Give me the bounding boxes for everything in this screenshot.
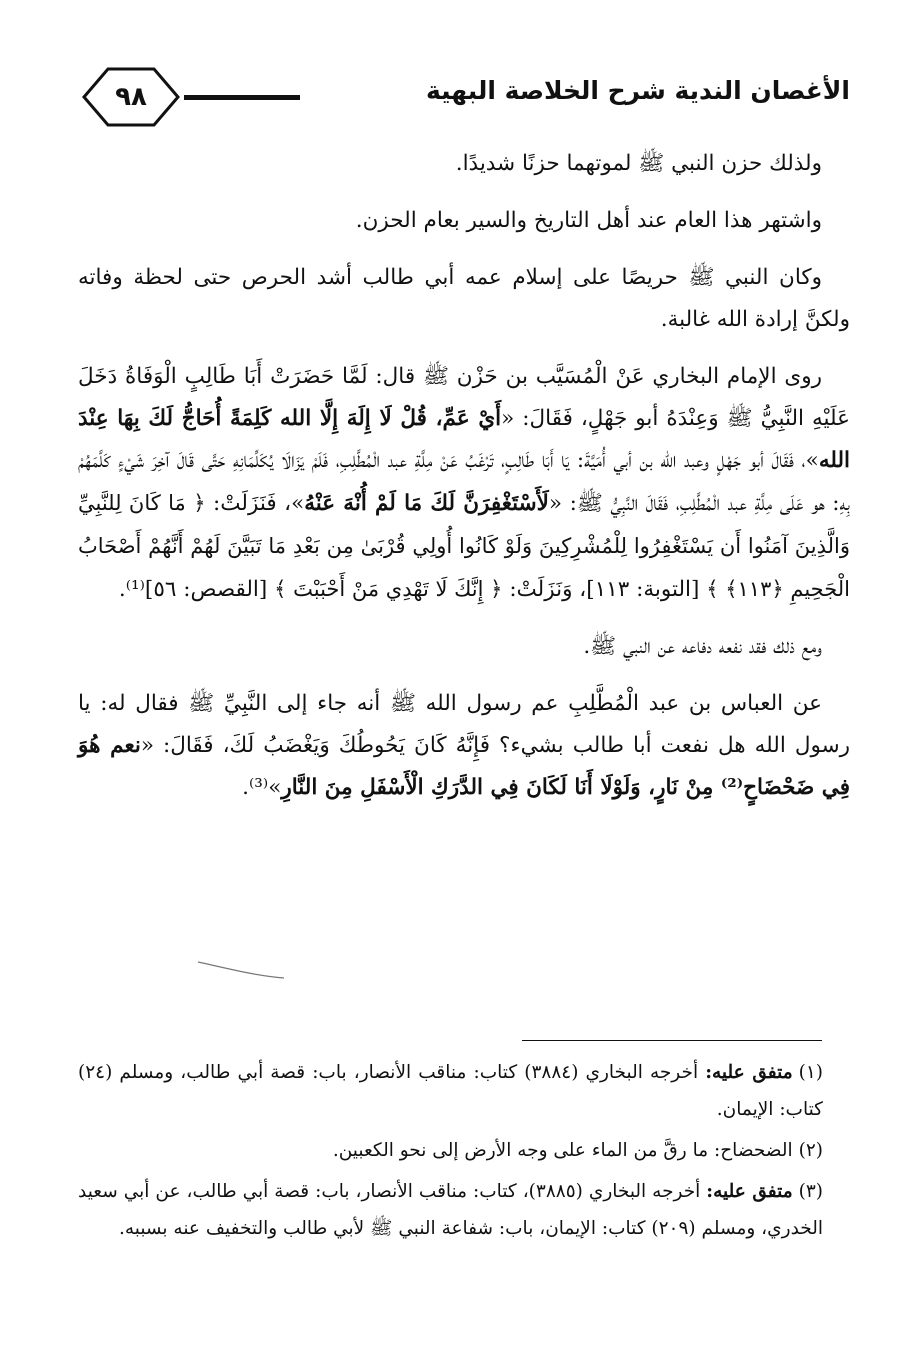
narration-text: »⁽³⁾. [242,775,282,800]
narration-text: عن العباس بن عبد الْمُطَّلِبِ عم رسول الله ﷺ أنه جاء إلى النَّبِيِّ ﷺ فقال له: يا رسول الله هل نفعت أبا طالب بشيء؟ فَإِنَّهُ كَانَ يَحُوطُكَ وَيَغْضَبُ لَكَ، فَقَالَ: « [78,691,850,758]
verse-reference: [القصص: ٥٦]⁽¹⁾. [118,577,275,602]
footnote-2 [78,1132,823,1169]
header-rule [184,95,300,100]
footnote-lead: متفق عليه: [706,1181,793,1202]
page-number: ٩٨ [115,82,147,112]
main-text [78,143,850,824]
prophet-quote: أَيْ عَمِّ، قُلْ لَا إِلَهَ إِلَّا الله كَلِمَةً أُحَاجُّ لَكَ بِهَا عِنْدَ الله [78,406,850,473]
footnote-1 [78,1054,823,1128]
prophet-quote: لَأَسْتَغْفِرَنَّ لَكَ مَا لَمْ أُنْهَ عَنْهُ [304,491,549,516]
footnote-3 [78,1173,823,1247]
quran-verse: ﴿ إِنَّكَ لَا تَهْدِي مَنْ أَحْبَبْتَ ﴾ [274,577,503,601]
narration-text: »، فَنَزَلَتْ: [205,491,305,516]
paragraph-3: وكان النبي ﷺ حريصًا على إسلام عمه أبي طالب أشد الحرص حتى لحظة وفاته ولكنَّ إرادة الله غالبة. [78,265,850,332]
page-header [80,66,850,128]
narration-text: روى الإمام البخاري عَنْ الْمُسَيَّب بن حَزْن ﷺ قال: لَمَّا حَضَرَتْ أَبَا طَالِبٍ الْوَفَاةُ دَخَلَ عَلَيْهِ النَّبِيُّ ﷺ وَعِنْدَهُ أبو جَهْلٍ، فَقَالَ: « [78,364,850,431]
verse-reference: [التوبة: ١١٣]، وَنَزَلَتْ: [502,577,707,602]
footnote-number: (٢) [798,1140,823,1161]
paragraph-2: واشتهر هذا العام عند أهل التاريخ والسير بعام الحزن. [355,208,822,233]
footnote-number: (٣) [798,1181,823,1202]
footnote-lead: متفق عليه: [705,1062,793,1083]
footnote-separator [522,1040,822,1041]
prophet-quote: نعم هُوَ فِي ضَحْضَاحٍ⁽²⁾ مِنْ نَارٍ، وَلَوْلَا أَنَا لَكَانَ فِي الدَّرَكِ الْأَسْفَلِ مِنَ النَّارِ [78,733,850,800]
paragraph-1: ولذلك حزن النبي ﷺ لموتهما حزنًا شديدًا. [455,151,822,176]
footnote-text: الضحضاح: ما رقَّ من الماء على وجه الأرض إلى نحو الكعبين. [332,1140,793,1161]
paragraph-5: ومع ذلك فقد نفعه دفاعه عن النبي ﷺ. [583,634,822,659]
footnote-text: أخرجه البخاري (٣٨٨٤) كتاب: مناقب الأنصار، باب: قصة أبي طالب، ومسلم (٢٤) كتاب: الإيمان. [78,1062,823,1120]
stray-pen-mark [196,958,286,980]
paragraph-hadith-bukhari [78,356,850,611]
narration-text: »، فَقَالَ أبو جَهْلٍ وعبد الله بن أبي أُمَيَّةَ: يَا أَبَا طَالِبٍ، تَرْغَبُ عَنْ مِلَّةِ عبد الْمُطَّلِبِ، فَلَمْ يَزَالَا يُكَلِّمَانِهِ حَتَّى قَالَ آخِرَ شَيْءٍ كَلَّمَهُمْ بِهِ: هو عَلَى مِلَّةِ عبد الْمُطَّلِبِ، فَقَالَ النَّبِيُّ ﷺ: « [78,448,850,516]
quran-verse: ﴿ مَا كَانَ لِلنَّبِيِّ وَالَّذِينَ آمَنُوا أَن يَسْتَغْفِرُوا لِلْمُشْرِكِينَ وَلَوْ كَانُوا أُولِي قُرْبَىٰ مِن بَعْدِ مَا تَبَيَّنَ لَهُمْ أَنَّهُمْ أَصْحَابُ الْجَحِيمِ ﴿١١٣﴾ ﴾ [78,491,850,601]
footnote-text: أخرجه البخاري (٣٨٨٥)، كتاب: مناقب الأنصار، باب: قصة أبي طالب، عن أبي سعيد الخدري، ومسلم (٢٠٩) كتاب: الإيمان، باب: شفاعة النبي ﷺ لأبي طالب والتخفيف عنه بسببه. [78,1181,823,1239]
footnotes [78,1054,823,1251]
running-title: الأغصان الندية شرح الخلاصة البهية [425,76,850,105]
paragraph-hadith-abbas [78,683,850,809]
footnote-number: (١) [798,1062,823,1083]
